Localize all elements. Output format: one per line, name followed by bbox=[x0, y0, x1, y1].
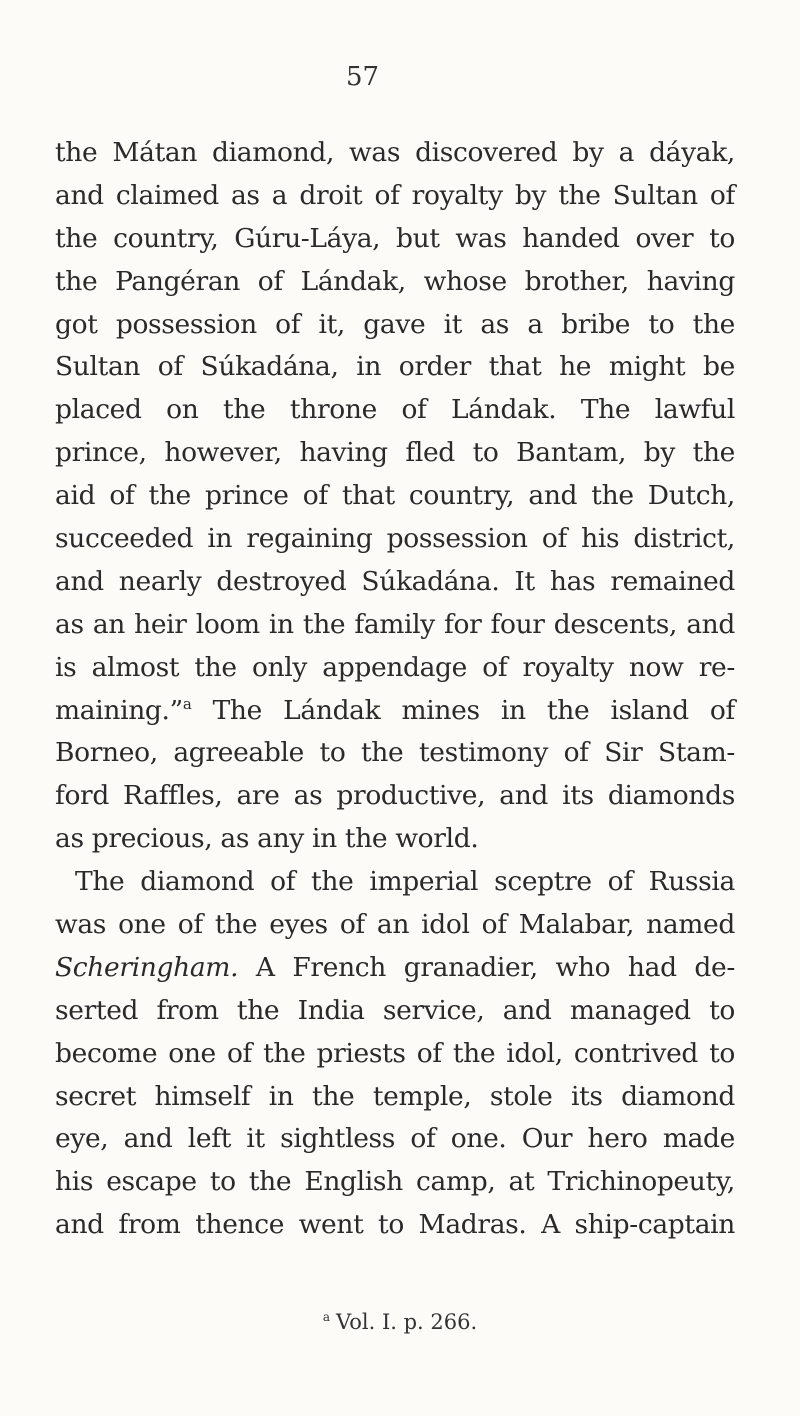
text-line: placed on the throne of Lándak. The lawful bbox=[55, 394, 735, 426]
text-line: is almost the only appendage of royalty now re- bbox=[55, 651, 735, 683]
italic-name: Scheringham. bbox=[55, 951, 239, 983]
text-segment: The Lándak mines in the island of bbox=[191, 694, 735, 726]
body-text bbox=[55, 132, 735, 1247]
text-line: secret himself in the temple, stole its diamond bbox=[55, 1080, 735, 1112]
text-line: the Pangéran of Lándak, whose brother, having bbox=[55, 265, 735, 297]
text-line: his escape to the English camp, at Trichinopeuty, bbox=[55, 1166, 735, 1198]
text-line: as an heir loom in the family for four descents, and bbox=[55, 608, 735, 640]
text-line bbox=[55, 947, 735, 990]
text-line: as precious, as any in the world. bbox=[55, 823, 479, 855]
text-line: and claimed as a droit of royalty by the Sultan of bbox=[55, 179, 735, 211]
text-segment: maining.” bbox=[55, 694, 183, 726]
text-line: become one of the priests of the idol, contrived to bbox=[55, 1037, 735, 1069]
text-line: The diamond of the imperial sceptre of Russia bbox=[75, 866, 735, 898]
footnote-reference: a bbox=[182, 694, 192, 713]
text-line: prince, however, having fled to Bantam, by the bbox=[55, 437, 735, 469]
page-number: 57 bbox=[345, 62, 380, 92]
text-line: and from thence went to Madras. A ship-captain bbox=[55, 1209, 735, 1241]
text-line: eye, and left it sightless of one. Our hero made bbox=[55, 1123, 735, 1155]
footnote bbox=[0, 1310, 800, 1334]
text-line: ford Raffles, are as productive, and its diamonds bbox=[55, 780, 735, 812]
footnote-marker: a bbox=[322, 1310, 330, 1324]
footnote-text: Vol. I. p. 266. bbox=[336, 1310, 478, 1334]
text-line: succeeded in regaining possession of his district, bbox=[55, 523, 735, 555]
text-line: got possession of it, gave it as a bribe to the bbox=[55, 308, 735, 340]
text-line: and nearly destroyed Súkadána. It has remained bbox=[55, 565, 735, 597]
text-line: the Mátan diamond, was discovered by a dáyak, bbox=[55, 137, 735, 168]
text-line: Borneo, agreeable to the testimony of Sir Stam- bbox=[55, 737, 735, 769]
text-line: the country, Gúru-Láya, but was handed over to bbox=[55, 222, 735, 254]
text-line: was one of the eyes of an idol of Malabar, named bbox=[55, 909, 735, 941]
text-line: aid of the prince of that country, and the Dutch, bbox=[55, 480, 735, 512]
text-line: Sultan of Súkadána, in order that he might be bbox=[55, 351, 735, 383]
text-segment: A French granadier, who had de- bbox=[238, 951, 735, 983]
text-line bbox=[55, 690, 735, 733]
text-line: serted from the India service, and managed to bbox=[55, 994, 735, 1026]
